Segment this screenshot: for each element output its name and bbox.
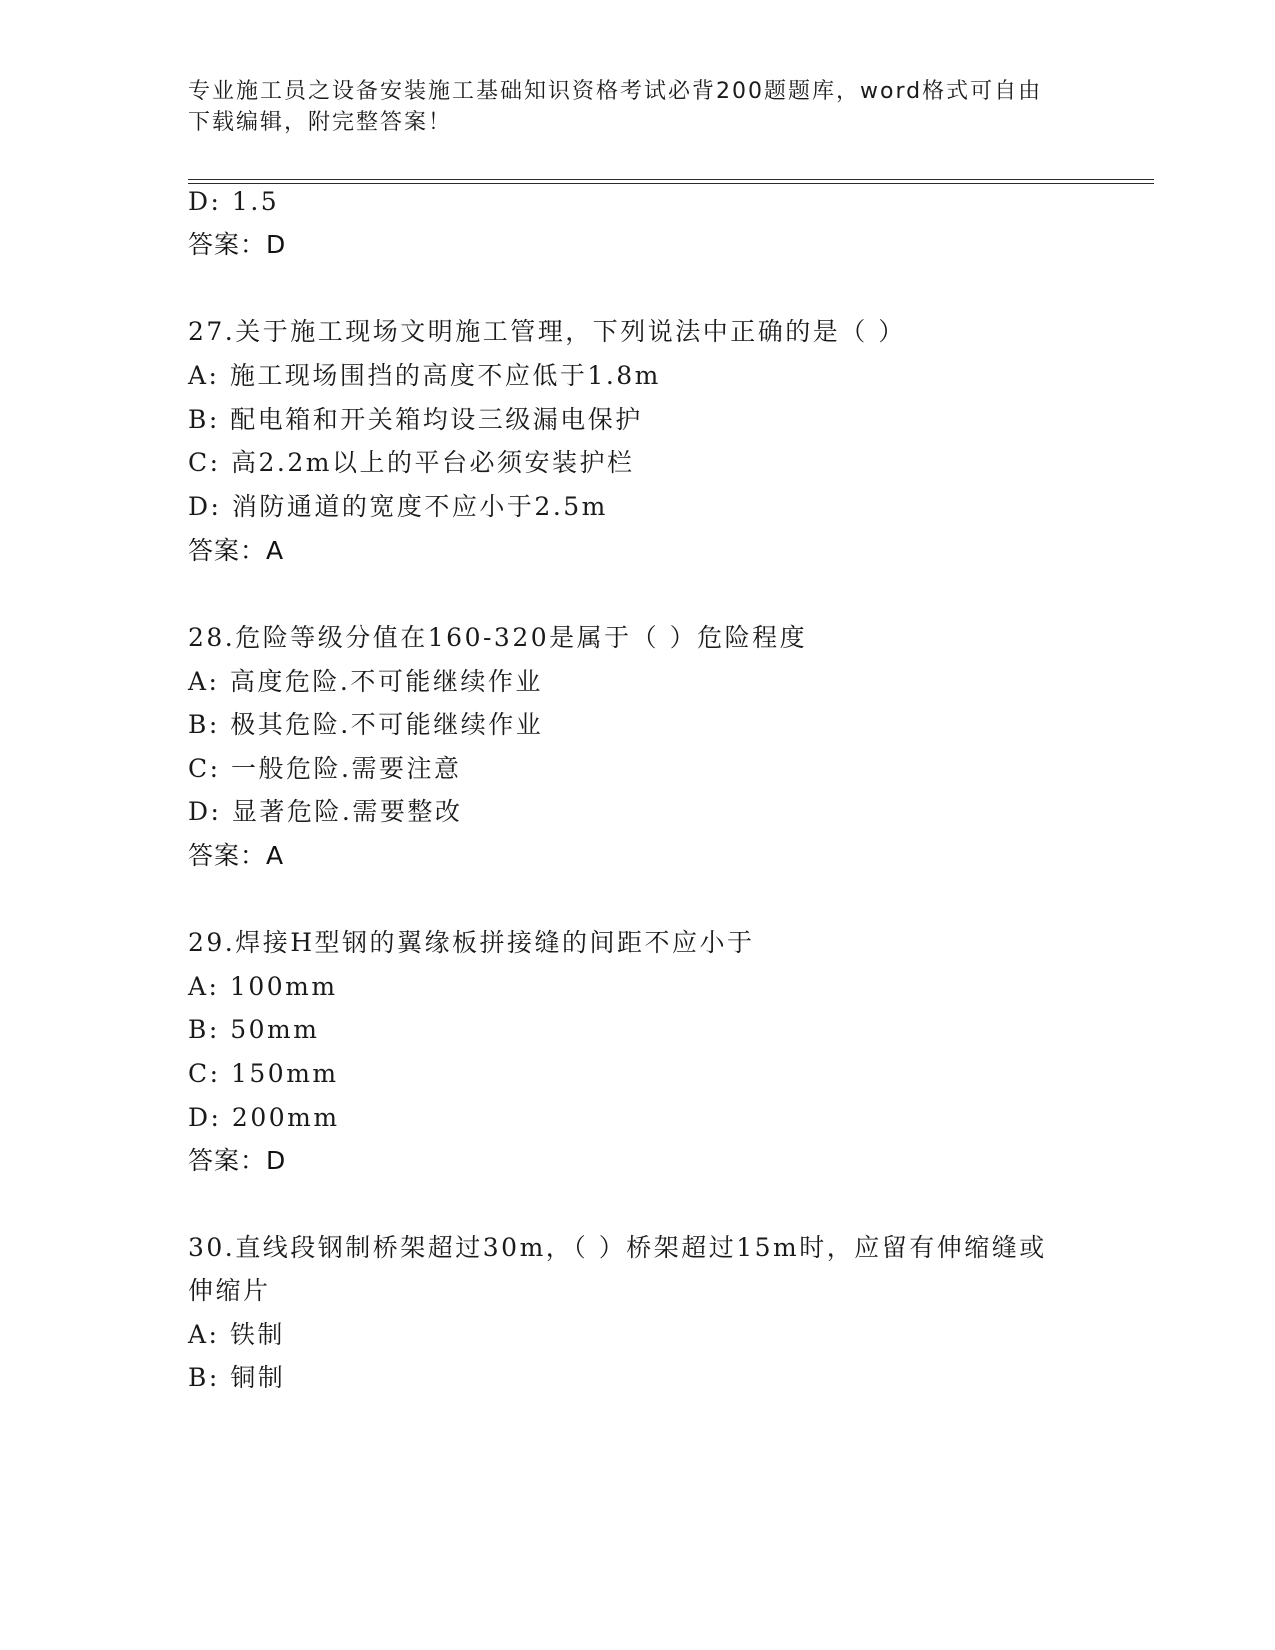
q27-question: 27.关于施工现场文明施工管理，下列说法中正确的是（ ）: [188, 317, 906, 346]
header-line-2: 下载编辑，附完整答案！: [188, 110, 453, 135]
q30-option-b: B: 铜制: [188, 1363, 286, 1392]
q26-option-d: D: 1.5: [188, 187, 280, 216]
q30-question-line-2: 伸缩片: [188, 1276, 271, 1305]
document-header: [188, 76, 1088, 138]
q27-option-d: D: 消防通道的宽度不应小于2.5m: [188, 492, 608, 521]
q27-option-a: A: 施工现场围挡的高度不应低于1.8m: [188, 361, 661, 390]
header-divider-bottom: [188, 183, 1154, 184]
q30-question-line-1: 30.直线段钢制桥架超过30m，（ ）桥架超过15m时，应留有伸缩缝或: [188, 1233, 1047, 1262]
q28-option-a: A: 高度危险.不可能继续作业: [188, 667, 543, 696]
q28-option-c: C: 一般危险.需要注意: [188, 754, 462, 783]
q29-answer: 答案：D: [188, 1146, 287, 1175]
q29-option-c: C: 150mm: [188, 1059, 339, 1088]
q29-option-b: B: 50mm: [188, 1015, 320, 1044]
header-divider-top: [188, 179, 1154, 180]
q28-option-d: D: 显著危险.需要整改: [188, 797, 463, 826]
q29-option-a: A: 100mm: [188, 972, 338, 1001]
q30-option-a: A: 铁制: [188, 1320, 285, 1349]
header-line-1: 专业施工员之设备安装施工基础知识资格考试必背200题题库，word格式可自由: [188, 79, 1043, 104]
q27-answer: 答案：A: [188, 536, 285, 565]
q28-question: 28.危险等级分值在160-320是属于（ ）危险程度: [188, 623, 808, 652]
q29-option-d: D: 200mm: [188, 1103, 340, 1132]
q27-option-b: B: 配电箱和开关箱均设三级漏电保护: [188, 405, 643, 434]
q26-answer: 答案：D: [188, 230, 287, 259]
q27-option-c: C: 高2.2m以上的平台必须安装护栏: [188, 448, 635, 477]
q28-answer: 答案：A: [188, 841, 285, 870]
q29-question: 29.焊接H型钢的翼缘板拼接缝的间距不应小于: [188, 928, 755, 957]
q28-option-b: B: 极其危险.不可能继续作业: [188, 710, 544, 739]
